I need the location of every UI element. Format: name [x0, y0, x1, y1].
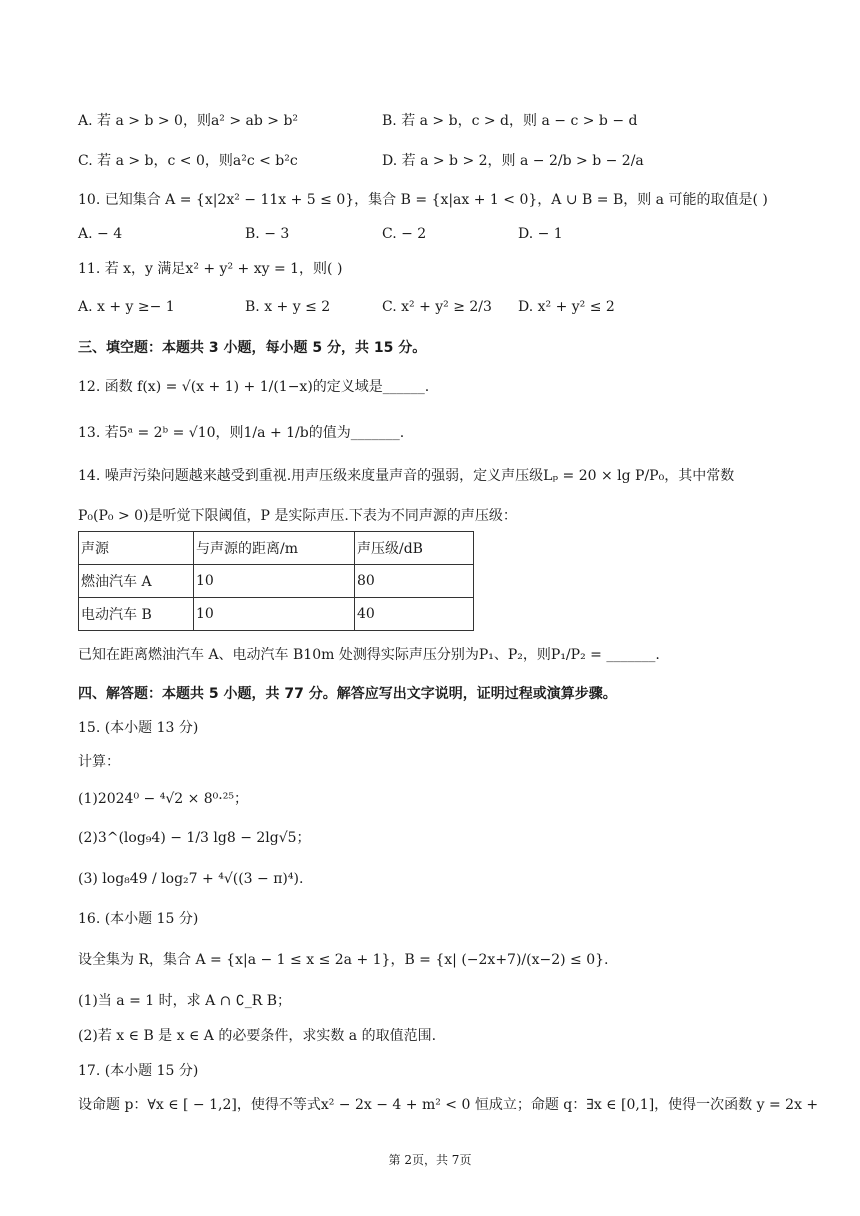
q14-line1: 14. 噪声污染问题越来越受到重视.用声压级来度量声音的强弱，定义声压级Lₚ = 20 × lg P/P₀，其中常数 — [78, 468, 735, 484]
q11-option-c: C. x² + y² ≥ 2/3 — [382, 299, 492, 315]
q15-intro: 计算： — [78, 754, 120, 770]
q11-stem: 11. 若 x，y 满足x² + y² + xy = 1，则( ) — [78, 261, 343, 277]
q13-stem: 13. 若5ᵃ = 2ᵇ = √10，则1/a + 1/b的值为_______. — [78, 425, 405, 441]
table-header-row — [79, 532, 474, 565]
q12-stem: 12. 函数 f(x) = √(x + 1) + 1/(1−x)的定义域是______. — [78, 379, 430, 395]
table-cell: 10 — [194, 565, 355, 598]
table-header-cell: 声源 — [79, 532, 194, 565]
q9-option-c: C. 若 a > b，c < 0，则a²c < b²c — [78, 153, 298, 169]
q11-option-a: A. x + y ≥− 1 — [78, 299, 175, 315]
q10-option-d: D. − 1 — [518, 226, 563, 242]
table-cell: 电动汽车 B — [79, 598, 194, 631]
q15-part1: (1)2024⁰ − ⁴√2 × 8⁰·²⁵； — [78, 791, 248, 807]
q16-stem: 设全集为 R，集合 A = {x|a − 1 ≤ x ≤ 2a + 1}，B = {x| (−2x+7)/(x−2) ≤ 0}. — [78, 952, 609, 968]
q11-option-b: B. x + y ≤ 2 — [245, 299, 331, 315]
q10-option-c: C. − 2 — [382, 226, 427, 242]
table-cell: 10 — [194, 598, 355, 631]
q16-part1: (1)当 a = 1 时，求 A ∩ ∁_R B； — [78, 993, 291, 1009]
q10-option-b: B. − 3 — [245, 226, 290, 242]
q11-option-d: D. x² + y² ≤ 2 — [518, 299, 615, 315]
table-cell: 燃油汽车 A — [79, 565, 194, 598]
table-row — [79, 565, 474, 598]
table-header-cell: 与声源的距离/m — [194, 532, 355, 565]
q15-part2: (2)3^(log₉4) − 1/3 lg8 − 2lg√5； — [78, 830, 311, 846]
q17-stem: 设命题 p：∀x ∈ [ − 1,2]，使得不等式x² − 2x − 4 + m² < 0 恒成立；命题 q：∃x ∈ [0,1]，使得一次函数 y = 2x + — [78, 1097, 819, 1113]
sound-source-table — [78, 531, 474, 631]
q17-title: 17. (本小题 15 分) — [78, 1063, 199, 1079]
q10-option-a: A. − 4 — [78, 226, 123, 242]
q9-option-d: D. 若 a > b > 2，则 a − 2/b > b − 2/a — [382, 153, 644, 169]
q15-title: 15. (本小题 13 分) — [78, 720, 199, 736]
table-cell: 80 — [355, 565, 474, 598]
table-header-cell: 声压级/dB — [355, 532, 474, 565]
page-footer: 第 2页，共 7页 — [388, 1153, 472, 1167]
q16-part2: (2)若 x ∈ B 是 x ∈ A 的必要条件，求实数 a 的取值范围. — [78, 1028, 437, 1044]
section3-heading: 三、填空题：本题共 3 小题，每小题 5 分，共 15 分。 — [78, 340, 427, 356]
table-row — [79, 598, 474, 631]
q10-stem: 10. 已知集合 A = {x|2x² − 11x + 5 ≤ 0}，集合 B = {x|ax + 1 < 0}，A ∪ B = B，则 a 可能的取值是( ) — [78, 192, 768, 208]
q9-option-b: B. 若 a > b，c > d，则 a − c > b − d — [382, 113, 638, 129]
table-cell: 40 — [355, 598, 474, 631]
section4-heading: 四、解答题：本题共 5 小题，共 77 分。解答应写出文字说明，证明过程或演算步骤。 — [78, 686, 617, 702]
q14-line3: 已知在距离燃油汽车 A、电动汽车 B10m 处测得实际声压分别为P₁、P₂，则P₁/P₂ = _______. — [78, 647, 660, 663]
q9-option-a: A. 若 a > b > 0，则a² > ab > b² — [78, 113, 299, 129]
q16-title: 16. (本小题 15 分) — [78, 911, 199, 927]
q15-part3: (3) log₈49 / log₂7 + ⁴√((3 − π)⁴). — [78, 871, 304, 887]
q14-line2: P₀(P₀ > 0)是听觉下限阈值，P 是实际声压.下表为不同声源的声压级： — [78, 508, 517, 524]
